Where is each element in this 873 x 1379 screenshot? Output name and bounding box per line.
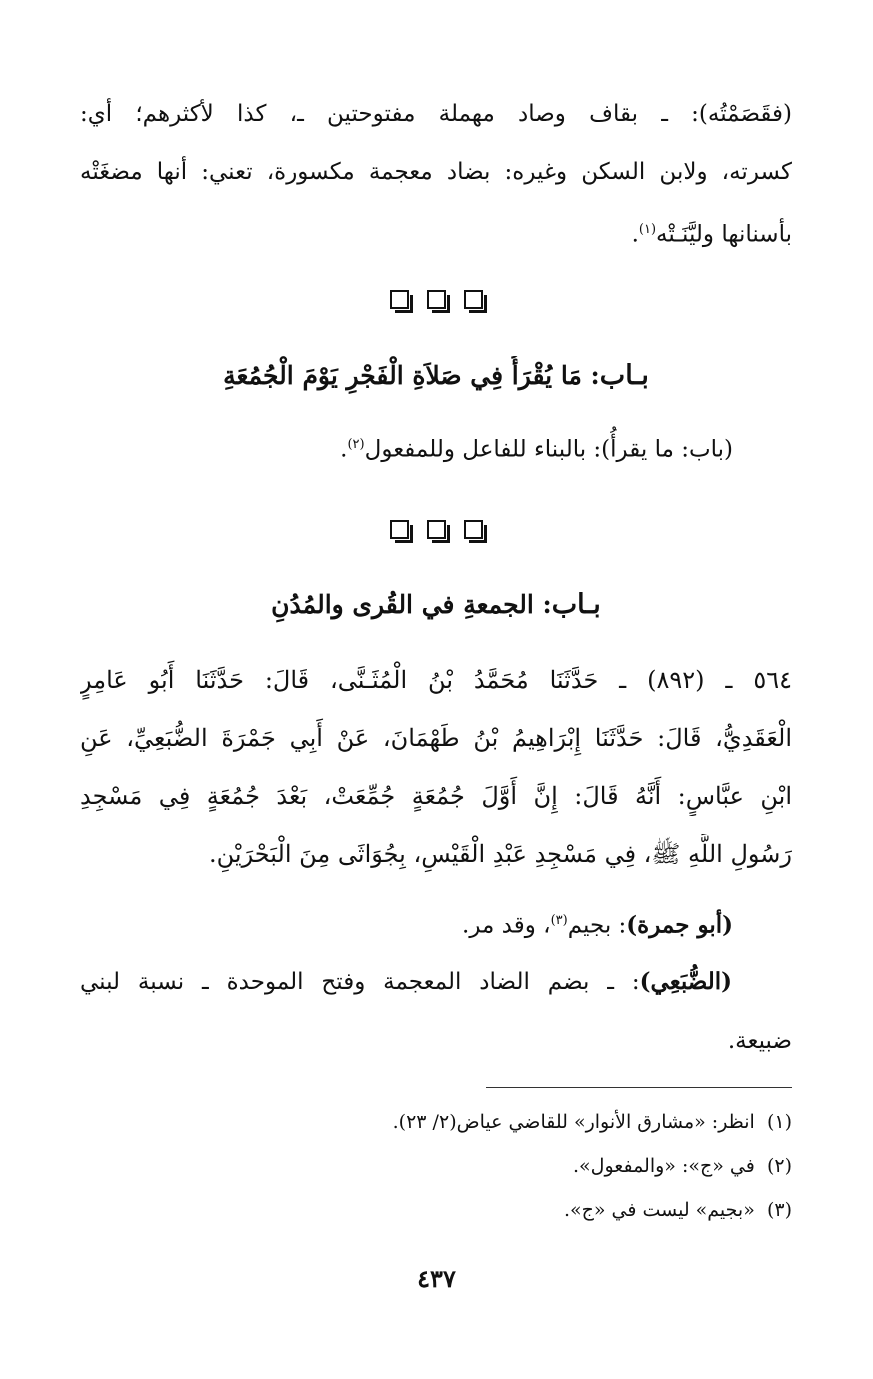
footnote-ref-1: (١) xyxy=(638,222,657,237)
chapter-title-2: : الجمعةِ في القُرى والمُدُنِ xyxy=(271,590,552,619)
footnote-text: انظر: «مشارق الأنوار» للقاضي عياض(٢/ ٢٣). xyxy=(392,1111,755,1133)
section-separator-2 xyxy=(0,520,873,543)
hadith-line-1: ٥٦٤ ـ (٨٩٢) ـ حَدَّثَنَا مُحَمَّدُ بْنُ الْمُثَـنَّى، قَالَ: حَدَّثَنَا أَبُو عَامِرٍ xyxy=(80,666,792,694)
intro-line-2: كسرته، ولابن السكن وغيره: بضاد معجمة مكسورة، تعني: أنها مضغَتْه xyxy=(80,159,792,185)
hadith-line-2: الْعَقَدِيُّ، قَالَ: حَدَّثَنَا إِبْرَاهِيمُ بْنُ طَهْمَانَ، عَنْ أَبِي جَمْرَةَ الضُّبَعِيِّ، عَنِ xyxy=(80,724,792,752)
footnote-2 xyxy=(80,1150,792,1182)
chapter-note-1: (باب: ما يقرأُ): بالبناء للفاعل وللمفعول$^{(٢)}$. xyxy=(340,436,733,463)
footnote-divider xyxy=(486,1087,792,1088)
commentary-2: (الضُّبَعِي): ـ بضم الضاد المعجمة وفتح الموحدة ـ نسبة لبني xyxy=(80,968,732,995)
hadith-line-3: ابْنِ عبَّاسٍ: أَنَّهُ قَالَ: إِنَّ أَوَّلَ جُمُعَةٍ جُمِّعَتْ، بَعْدَ جُمُعَةٍ فِي مَسْجِدِ xyxy=(80,782,792,810)
square-ornament-icon xyxy=(390,290,409,309)
commentary-term-1: (أبو جمرة) xyxy=(626,911,733,939)
footnote-number: (١) xyxy=(766,1111,792,1133)
chapter-heading-1 xyxy=(80,356,792,396)
page-number: ٤٣٧ xyxy=(417,1264,456,1293)
commentary-term-2: (الضُّبَعِي) xyxy=(639,968,732,995)
intro-line-1: (فقَصَمْتُه): ـ بقاف وصاد مهملة مفتوحتين ـ، كذا لأكثرهم؛ أي: xyxy=(80,101,792,127)
chapter-note-1-text: (باب: ما يقرأُ): بالبناء للفاعل وللمفعول xyxy=(364,436,733,463)
intro-line-3-end: . xyxy=(631,221,639,248)
commentary-1: (أبو جمرة): بجيم$^{(٣)}$، وقد مر. xyxy=(462,911,733,939)
footnote-1 xyxy=(80,1106,792,1138)
bab-word-2: بـاب xyxy=(551,589,601,620)
bab-word-1: بـاب xyxy=(599,360,649,391)
footnote-ref-2: (٢) xyxy=(347,437,365,452)
footnote-number: (٢) xyxy=(766,1155,792,1177)
footnote-ref-3: (٣) xyxy=(550,913,568,928)
footnote-number: (٣) xyxy=(766,1199,792,1221)
square-ornament-icon xyxy=(427,290,446,309)
footnote-text: في «ج»: «والمفعول». xyxy=(573,1155,755,1177)
intro-line-3-text: بأسنانها وليَّنَـتْه xyxy=(656,221,792,248)
commentary-2-line-2: ضبيعة. xyxy=(727,1028,792,1054)
intro-line-3 xyxy=(80,210,792,255)
square-ornament-icon xyxy=(464,290,483,309)
hadith-line-4: رَسُولِ اللَّهِ ﷺ، فِي مَسْجِدِ عَبْدِ الْقَيْسِ، بِجُوَاثَى مِنَ الْبَحْرَيْنِ. xyxy=(208,840,792,868)
chapter-title-1: : مَا يُقْرَأُ فِي صَلاَةِ الْفَجْرِ يَوْمَ الْجُمُعَةِ xyxy=(223,361,600,390)
section-separator-1 xyxy=(0,290,873,313)
footnote-text: «بجيم» ليست في «ج». xyxy=(563,1199,755,1221)
square-ornament-icon xyxy=(427,520,446,539)
square-ornament-icon xyxy=(390,520,409,539)
chapter-heading-2 xyxy=(80,585,792,625)
footnote-3 xyxy=(80,1194,792,1226)
square-ornament-icon xyxy=(464,520,483,539)
